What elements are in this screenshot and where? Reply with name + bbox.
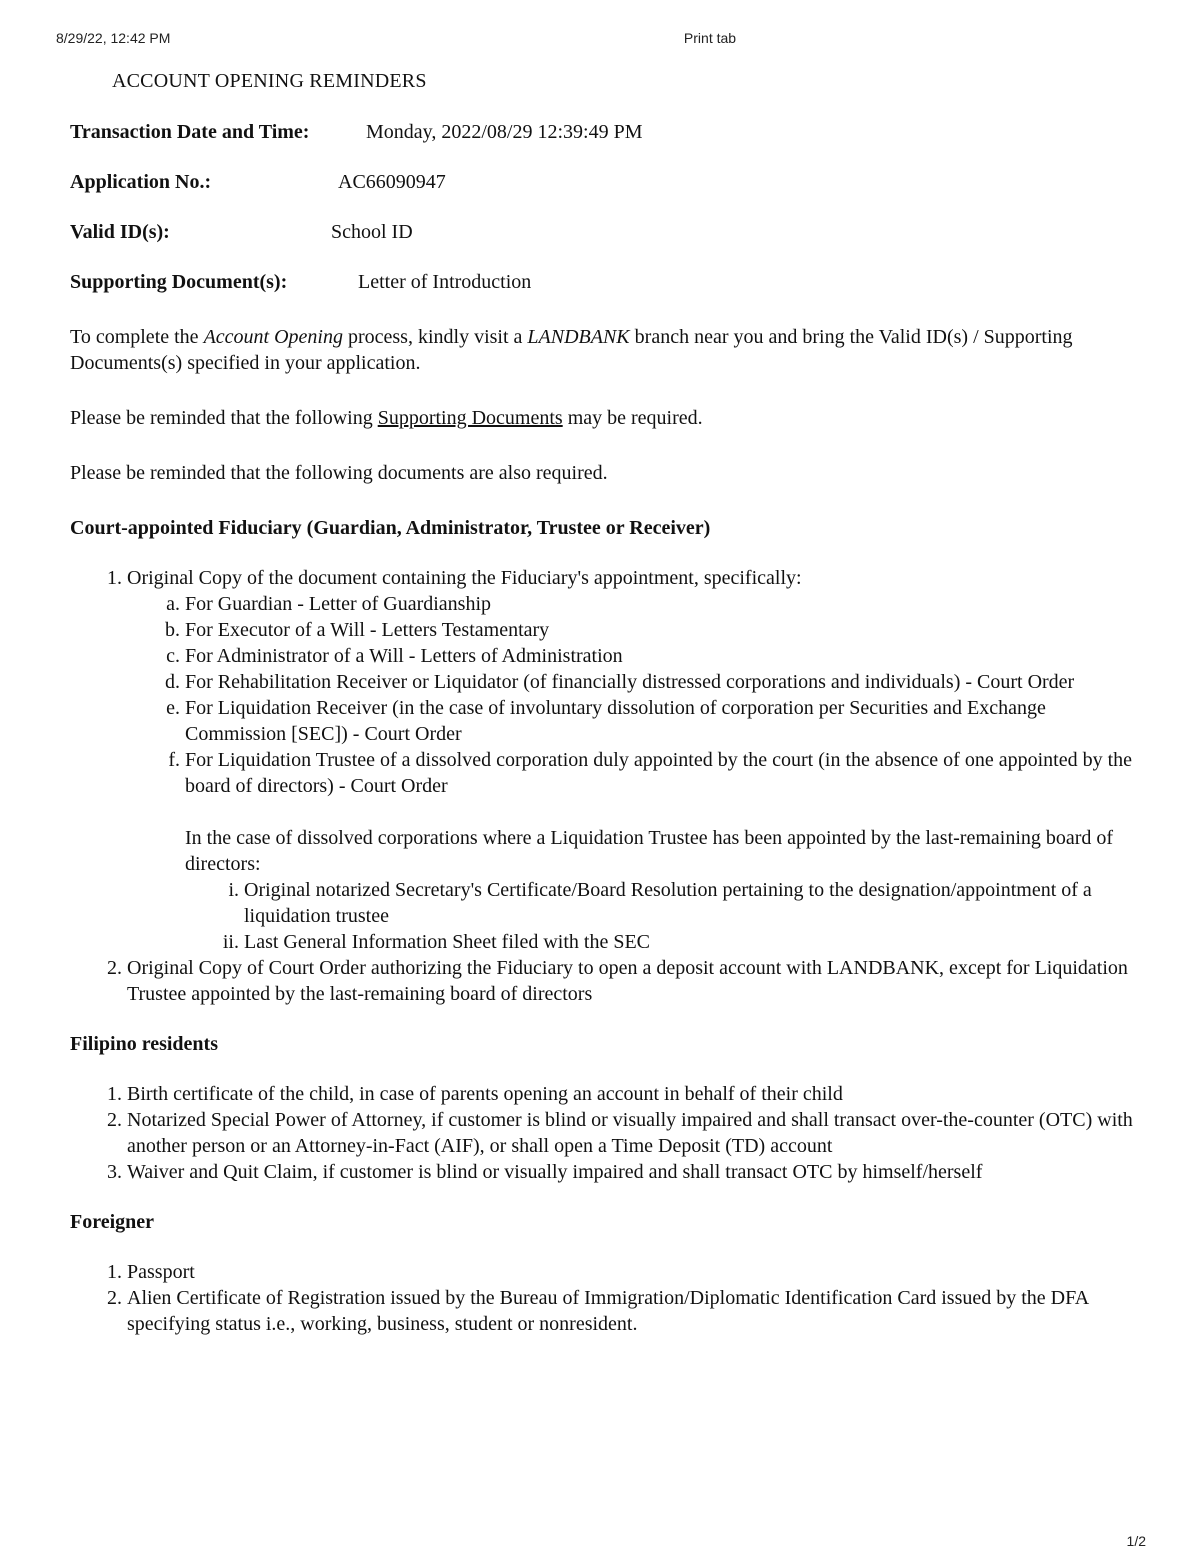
sublist-item: a. For Guardian - Letter of Guardianship: [185, 591, 1140, 617]
list-item: 1. Birth certificate of the child, in case of parents opening an account in behalf of their child: [127, 1081, 1140, 1107]
intro-emphasis: Account Opening: [203, 326, 343, 348]
field-label: Supporting Document(s):: [70, 271, 288, 293]
dissolved-note: In the case of dissolved corporations where a Liquidation Trustee has been appointed by the last-remaining board of directors:: [185, 827, 1114, 875]
print-datetime: 8/29/22, 12:42 PM: [56, 30, 171, 46]
roman-item: i. Original notarized Secretary's Certificate/Board Resolution pertaining to the designation/appointment of a liquidation trustee: [244, 877, 1140, 929]
reminder-paragraph: [70, 405, 1140, 431]
page-number: 1/2: [1126, 1533, 1146, 1549]
intro-text: To complete the: [70, 326, 204, 348]
list-item: 2. Notarized Special Power of Attorney, if customer is blind or visually impaired and shall transact over-the-counter (OTC) with another person or an Attorney-in-Fact (AIF), or shall open a Time Deposit (TD) account: [127, 1107, 1140, 1159]
roman-list: [185, 877, 1140, 955]
list-item-text: Original Copy of the document containing the Fiduciary's appointment, specifically:: [127, 567, 802, 589]
sublist-item: [185, 747, 1140, 955]
fiduciary-list: [70, 565, 1140, 1007]
sublist-item: d. For Rehabilitation Receiver or Liquidator (of financially distressed corporations and individuals) - Court Order: [185, 669, 1140, 695]
foreigner-list: [70, 1259, 1140, 1337]
field-label: Transaction Date and Time:: [70, 121, 310, 143]
section-heading-fiduciary: Court-appointed Fiduciary (Guardian, Administrator, Trustee or Receiver): [70, 517, 711, 539]
field-value: Letter of Introduction: [358, 271, 532, 293]
list-item: 2. Alien Certificate of Registration issued by the Bureau of Immigration/Diplomatic Identification Card issued by the DFA specifying status i.e., working, business, student or nonresident.: [127, 1285, 1140, 1337]
filipino-list: [70, 1081, 1140, 1185]
intro-emphasis: LANDBANK: [527, 326, 630, 348]
list-item: [127, 565, 1140, 955]
sublist-item: c. For Administrator of a Will - Letters of Administration: [185, 643, 1140, 669]
roman-item: ii. Last General Information Sheet filed with the SEC: [244, 929, 1140, 955]
field-transaction: [70, 119, 1140, 145]
field-label: Valid ID(s):: [70, 221, 170, 243]
list-item: 1. Passport: [127, 1259, 1140, 1285]
sublist-item-text: For Liquidation Trustee of a dissolved corporation duly appointed by the court (in the absence of one appointed by the board of directors) - Court Order: [185, 749, 1133, 797]
section-heading-foreigner: Foreigner: [70, 1211, 155, 1233]
intro-text: branch near you and bring the Valid ID(s) / Supporting Documents(s) specified in your application.: [70, 326, 1073, 374]
sublist-item: b. For Executor of a Will - Letters Testamentary: [185, 617, 1140, 643]
reminder-text: may be required.: [562, 407, 703, 429]
list-item: 3. Waiver and Quit Claim, if customer is blind or visually impaired and shall transact OTC by himself/herself: [127, 1159, 1140, 1185]
section-heading-filipino: Filipino residents: [70, 1033, 218, 1055]
field-valid-id: [70, 219, 1140, 245]
print-header-title: Print tab: [683, 30, 737, 46]
field-application: [70, 169, 1140, 195]
sublist-item: e. For Liquidation Receiver (in the case of involuntary dissolution of corporation per Securities and Exchange Commission [SEC]) - Court Order: [185, 695, 1140, 747]
intro-text: process, kindly visit a: [342, 326, 528, 348]
field-value: AC66090947: [338, 171, 446, 193]
intro-paragraph: [70, 324, 1140, 376]
field-supporting: [70, 269, 1140, 295]
required-paragraph: Please be reminded that the following documents are also required.: [70, 462, 608, 484]
page-title: ACCOUNT OPENING REMINDERS: [112, 70, 427, 92]
list-item: 2. Original Copy of Court Order authorizing the Fiduciary to open a deposit account with LANDBANK, except for Liquidation Trustee appointed by the last-remaining board of directors: [127, 955, 1140, 1007]
supporting-documents-link[interactable]: Supporting Documents: [377, 407, 563, 429]
fiduciary-sublist: [127, 591, 1140, 955]
document-body: [70, 68, 1140, 1337]
field-value: Monday, 2022/08/29 12:39:49 PM: [366, 121, 643, 143]
field-label: Application No.:: [70, 171, 212, 193]
field-value: School ID: [331, 221, 413, 243]
reminder-text: Please be reminded that the following: [70, 407, 378, 429]
